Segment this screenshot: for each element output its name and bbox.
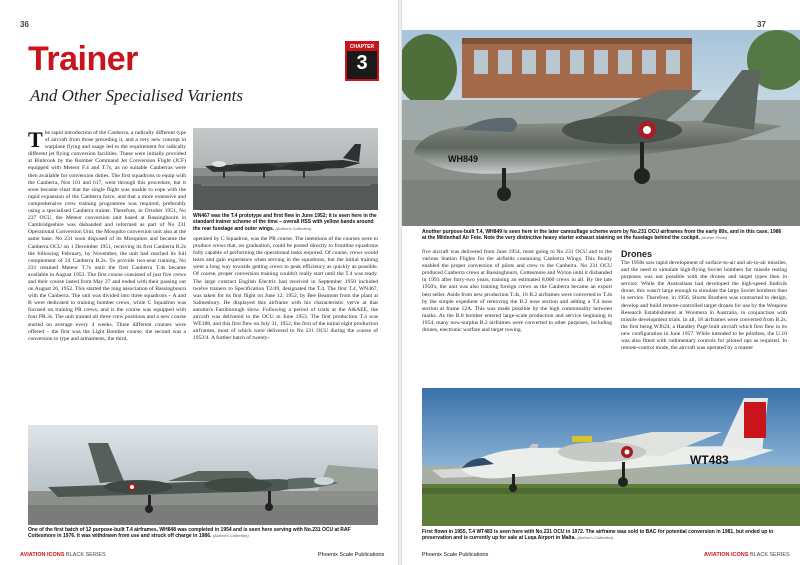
chapter-badge — [345, 41, 379, 81]
photo-wn467-drawing — [193, 128, 378, 210]
footer-right-brand-name: AVIATION ICONS — [704, 552, 749, 558]
photo-wh848-drawing — [28, 425, 378, 525]
chapter-label: CHAPTER — [347, 43, 377, 51]
caption-wt483-text: First flown in 1955, T.4 WT483 is seen here with No.231 OCU in 1972. The airframe was sold to BAC for potential conversion in 1981, but ended up in preservation and is currently up for sale at Luqa Airport in Malta. — [422, 529, 774, 542]
caption-wh849-credit: (Author Photo) — [701, 235, 728, 241]
caption-wh848-credit: (Author's Collection) — [212, 533, 249, 539]
footer-left-brand-name: AVIATION ICONS — [20, 552, 65, 558]
body-column-3-text: five aircraft was delivered from June 1954, most going to No 231 OCU and to the various Station Flights for the airfields containing Canberra Wings. This finally enabled the proper conversion of pilots and crew to the Canberra. No 231 OCU produced Canberra crews at Bassingbourn, Cottesmore and Wyton until it disbanded in 1993 after forty-two years, training an estimated 8,000 crews in all. By the late 1950's, the unit was also training foreign crews as the Canberra became an export best seller. Aside from new production T.4s, 16 B.2 airframes were converted to T.4s by the simple expedient of removing the B.2 nose section and adding a T.4 nose section at frame 12A. This was made possible by the high commonality between marks. As the B.8 bomber entered large-scale production and service beginning in 1954, many now-surplus B.2 airframes were converted to other purposes, including drones, electronic warfare and target towing. — [422, 249, 612, 334]
caption-wn467 — [193, 213, 378, 232]
footer-left-brand — [20, 552, 106, 558]
body-column-1-text: he rapid introduction of the Canberra, a radically different type of aircraft from those preceding it, and a very new concept in warplane flying and usage led to the requirement for radically different jet flying conversion facilities. These were initially provided at Binbrook by the Bomber Command Jet Conversion Flight (JCF) equipped with Meteor F.4 and T.7s, as no suitable Canberras were then available for conversion duties. The first squadrons to equip with the Canberra, Nos 101 and 617, went through this procedure, but it soon became clear that the single flight was unable to cope with the rapid expansion of the Canberra force, and that a more extensive and comprehensive crew training programme was required, preferably using a specialised Canberra trainer. Therefore, in October 1951, No 237 OCU, the Meteor conversion unit based at Bassingbourn in Cambridgeshire was disbanded and reformed as part of No 231 Operational Conversion Unit, the Mosquito conversion unit also at the same base. No 231 soon disposed of its Mosquitos and became the Canberra OCU on 1 December 1951, receiving its first Canberra B.2s the following February, by November, the unit had reached its full complement of 24 Canberra B.2s. To provide two-seat training, No 231 retained Meteor T.7s until the first Canberra T.4s became available in August 1953. The first course consisted of just five crews and their course lasted from May 27 and ended with their passing out on August 26, 1952. This started the long association of Bassingbourn with the Canberra. The unit was divided into three squadrons – A and B were dedicated to training bomber crews, while C Squadron was focused on training PR crews, and is the course was equipped with four PR.3s. The unit trained all three crew positions and a new course started on average every 4 weeks. Three different courses were offered – the first was the Light Bomber course, the second was a conversion to type and armaments, the third, — [28, 130, 186, 342]
caption-wt483-credit: (Author's Collection) — [577, 535, 614, 541]
caption-wn467-credit: (Author's Collection) — [275, 225, 312, 231]
caption-wh848-text: One of the first batch of 12 purpose-built T.4 airframes, WH848 was completed in 1954 and is seen here serving with No.231 OCU at RAF Cottesmore in 1976. It was withdrawn from use and struck off charge in 1986. — [28, 527, 351, 540]
photo-wt483-drawing — [422, 388, 800, 526]
footer-right-series: BLACK SERIES — [749, 552, 790, 558]
body-column-4 — [621, 260, 787, 381]
footer-right-brand — [704, 552, 790, 558]
caption-wh848 — [28, 527, 378, 540]
photo-wn467 — [193, 128, 378, 210]
caption-wn467-text: WN467 was the T.4 prototype and first flew in June 1952; it is seen here in the standard trainer scheme of the time – overall HSS with yellow bands around the rear fuselage and outer wings. — [193, 213, 377, 232]
body-column-2-text: operated by C Squadron, was the PR course. The intentions of the courses were to produce crews that, on graduation, could be posted directly to frontline squadrons fully capable of performing the operational tasks required. Of course, crews would learn and gain experience when serving in the squadrons, but the initial training went a long way towards getting crews to peak efficiency as quickly as possible. Of course, proper conversion training couldn't really start until the T.4 was ready. The large contract English Electric had received in September 1950 included twelve trainers to Specification T2/49, designated the T.4. The first T.4, WN467, was taken for its first flight on June 12, 1952, by Bee Beamont from the plant at Salmesbury. He displayed this airframe with his characteristic verve at that autumn's Farnborough show. Following a period of trials at the A&AEE, the aircraft was delivered to the OCU in June 1953. The first production T.4 was WE188, and this first flew on July 31, 1952, the first of the initial eight production airframes, most of which were delivered to No 231 OCU during the course of 1953/4. A further batch of twenty- — [193, 236, 378, 342]
page-number-right: 37 — [757, 20, 766, 29]
drop-cap: T — [28, 130, 43, 152]
body-column-1 — [28, 130, 186, 424]
chapter-number: 3 — [356, 52, 368, 74]
footer-left-series: BLACK SERIES — [65, 552, 106, 558]
right-page — [402, 0, 800, 565]
aircraft-serial-wt483: WT483 — [690, 453, 729, 467]
photo-wt483 — [422, 388, 800, 526]
footer-right-publisher: Phoenix Scale Publications — [422, 552, 489, 558]
caption-wh849 — [422, 229, 787, 242]
body-column-2 — [193, 236, 378, 424]
caption-wh849-text: Another purpose-built T.4, WH849 is seen here in the later camouflage scheme worn by No.231 OCU airframes from the early 80s, and in this case, 1986 at the Mildenhall Air Fete. Note the very distinctive heavy starter exhaust staining on the fuselage behind the cockpit. — [422, 229, 782, 242]
page-number-left: 36 — [20, 20, 29, 29]
chapter-subtitle: And Other Specialised Varients — [30, 86, 243, 105]
photo-wh849-drawing — [402, 30, 800, 226]
body-column-4-text: The 1950s saw rapid development of surface-to-air and air-to-air missiles, and the need to simulate high-flying Soviet bombers for missile testing purposes was not possible with the drones and target types then in service. While the Australians had developed the high-speed Jindivik drone, this wasn't large enough to simulate the large Soviet bombers then in service. Therefore, in 1956, Shorts Brothers was contracted to design, develop and build remote-controlled target drones for use by the Weapons Research Establishment at Woomera in Australia, in conjunction with missile development trials. In all, 18 airframes were converted from B.2s, the first being WJ624, a Handley Page built aircraft which first flew in its new configuration in June 1957. While intended to be pilotless, the U.10 was also fitted with rudimentary controls for piloted ops as required. In remote-control mode, the aircraft was operated by a master — [621, 260, 787, 352]
photo-wh849 — [402, 30, 800, 226]
left-page — [0, 0, 398, 565]
chapter-title: Trainer — [28, 40, 138, 78]
drones-heading: Drones — [621, 249, 653, 259]
caption-wt483 — [422, 529, 787, 542]
footer-left-publisher: Phoenix Scale Publications — [318, 552, 385, 558]
photo-wh848 — [28, 425, 378, 525]
body-column-3 — [422, 249, 612, 381]
aircraft-serial-wh849: WH849 — [448, 154, 479, 164]
